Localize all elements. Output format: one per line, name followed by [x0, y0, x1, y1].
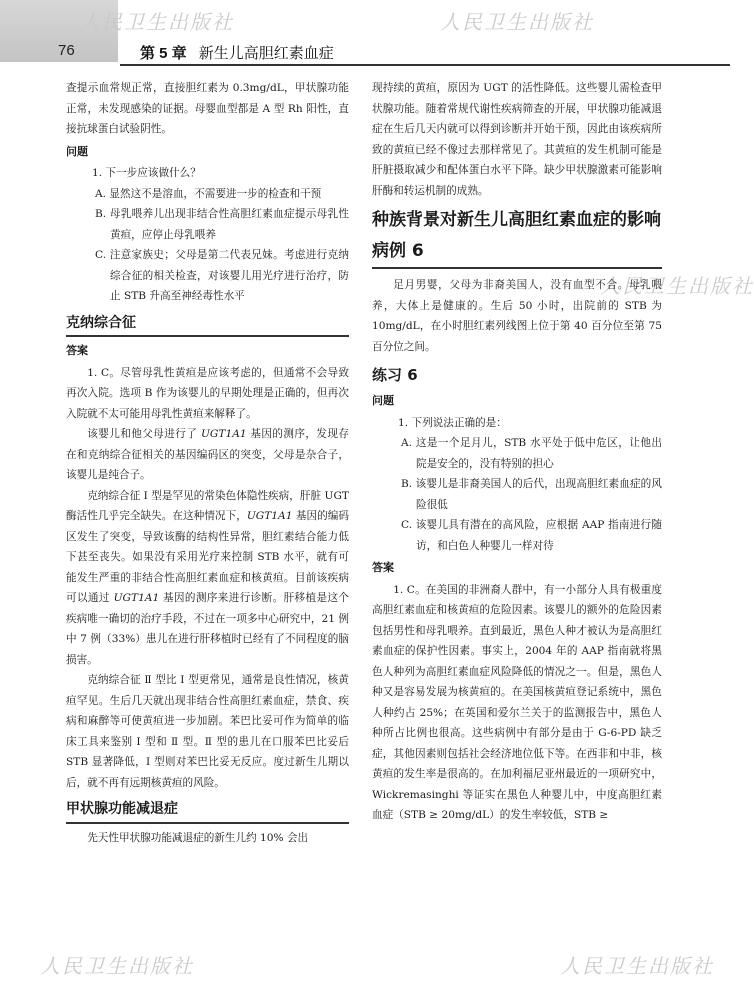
section-title-crigler-najjar: 克纳综合征 — [66, 313, 349, 338]
watermark: 人民卫生出版社 — [440, 10, 594, 34]
answer-paragraph-4: 克纳综合征 Ⅱ 型比 Ⅰ 型更常见，通常是良性情况，核黄疸罕见。生后几天就出现非结合性高胆红素血症，禁食、疾病和麻醉等可使黄疸进一步加剧。苯巴比妥可作为简单的临床工具来鉴别 Ⅰ 型和 Ⅱ 型。Ⅱ 型的患儿在口服苯巴比妥后 STB 显著降低，Ⅰ 型则对苯巴比妥无反应。度过新生儿期以后，就不再有远期核黄疸的风险。 — [66, 674, 349, 789]
watermark: 人民卫生出版社 — [560, 954, 714, 978]
answer-paragraph-2: 该婴儿和他父母进行了 UGT1A1 基因的测序，发现存在和克纳综合征相关的基因编码区的突变，父母是杂合子，该婴儿是纯合子。 — [66, 428, 349, 481]
question-1: 1. 下一步应该做什么？ — [92, 167, 201, 179]
chapter-heading — [140, 42, 334, 63]
answer-paragraph: 1. C。在美国的非洲裔人群中，有一小部分人具有极重度高胆红素血症和核黄疸的危险因素。该婴儿的额外的危险因素包括男性和母乳喂养。直到最近，黑色人种才被认为是高胆红素血症的保护性因素。事实上，2004 年的 AAP 指南就将黑色人种列为高胆红素血症风险降低的情况之一。但是，黑色人种又是容易发展为核黄疸的。在美国核黄疸登记系统中，黑色人种约占 25%；在英国和爱尔兰关于的监测报告中，黑色人种所占比例也很高。这些病例中有部分是由于 G-6-PD 缺乏症，其他因素则包括社会经济地位低下等。在西非和中非，核黄疸的发生率是很高的。在加利福尼亚州最近的一项研究中，Wickremasinghi 等证实在黑色人种婴儿中，中度高胆红素血症（STB ≥ 20mg/dL）的发生率较低，STB ≥ — [372, 583, 662, 821]
option-c: C. 该婴儿具有潜在的高风险，应根据 AAP 指南进行随访，和白色人种婴儿一样对待 — [401, 519, 662, 552]
exercise-title: 练习 6 — [372, 366, 418, 384]
chapter-title: 新生儿高胆红素血症 — [198, 44, 334, 62]
ethnicity-heading: 种族背景对新生儿高胆红素血症的影响 — [372, 210, 661, 230]
case-text: 足月男婴，父母为非裔美国人，没有血型不合。母乳喂养，大体上是健康的。生后 50 小时，出院前的 STB 为 10mg/dL，在小时胆红素列线图上位于第 40 百分位至第 75 百分位之间。 — [372, 279, 662, 353]
answer-paragraph-1: 1. C。尽管母乳性黄疸是应该考虑的，但通常不会导致再次入院。选项 B 作为该婴儿的早期处理是正确的，但再次入院就不太可能用母乳性黄疸来解释了。 — [66, 366, 349, 420]
header-rule — [120, 64, 730, 66]
option-b: B. 该婴儿是非裔美国人的后代，出现高胆红素血症的风险很低 — [401, 478, 662, 511]
watermark: 人民卫生出版社 — [80, 10, 234, 34]
option-c: C. 注意家族史；父母是第二代表兄妹。考虑进行克纳综合征的相关检查，对该婴儿用光疗进行治疗，防止 STB 升高至神经毒性水平 — [95, 249, 349, 302]
left-column — [66, 78, 349, 848]
questions-label: 问题 — [372, 395, 394, 407]
option-a: A. 这是一个足月儿，STB 水平处于低中危区，让他出院是安全的，没有特别的担心 — [401, 437, 662, 470]
questions-label: 问题 — [66, 145, 88, 158]
hypothyroidism-paragraph: 先天性甲状腺功能减退症的新生儿约 10% 会出 — [87, 831, 309, 844]
continued-paragraph: 现持续的黄疸，原因为 UGT 的活性降低。这些婴儿需检查甲状腺功能。随着常规代谢性疾病筛查的开展，甲状腺功能减退症在生后几天内就可以得到诊断并开始干预，因此由该疾病所致的黄疸已经不像过去那样常见了。其黄疸的发生机制可能是肝脏摄取减少和配体蛋白水平下降。缺少甲状腺激素可能影响肝酶和转运机制的成熟。 — [372, 82, 662, 197]
page-number: 76 — [58, 42, 75, 59]
intro-paragraph: 查提示血常规正常，直接胆红素为 0.3mg/dL，甲状腺功能正常，未发现感染的证据。母婴血型都是 A 型 Rh 阳性，直接抗球蛋白试验阴性。 — [66, 82, 349, 135]
option-b: B. 母乳喂养儿出现非结合性高胆红素血症提示母乳性黄疸，应停止母乳喂养 — [95, 208, 349, 241]
chapter-label: 第 5 章 — [140, 45, 187, 62]
answer-label: 答案 — [372, 562, 394, 574]
watermark: 人民卫生出版社 — [40, 954, 194, 978]
answer-paragraph-3: 克纳综合征 Ⅰ 型是罕见的常染色体隐性疾病，肝脏 UGT 酶活性几乎完全缺失。在这种情况下，UGT1A1 基因的编码区发生了突变，导致该酶的结构性异常，胆红素结合能力低下甚至丧失。如果没有采用光疗来控制 STB 水平，就有可能发生严重的非结合性高胆红素血症和核黄疸。目前该疾病可以通过 UGT1A1 基因的测序来进行诊断。肝移植是这个疾病唯一确切的治疗手段，不过在一项多中心研究中，21 例中 7 例（33%）患儿在进行肝移植时已经有了不同程度的脑损害。 — [66, 489, 349, 666]
question-1: 1. 下列说法正确的是： — [398, 416, 507, 429]
case-title: 病例 6 — [372, 238, 662, 269]
answer-label: 答案 — [66, 345, 88, 357]
section-title-hypothyroidism: 甲状腺功能减退症 — [66, 799, 349, 824]
watermark: 人民卫生出版社 — [600, 274, 754, 298]
option-a: A. 显然这不是溶血，不需要进一步的检查和干预 — [95, 187, 322, 200]
right-column — [372, 78, 662, 826]
